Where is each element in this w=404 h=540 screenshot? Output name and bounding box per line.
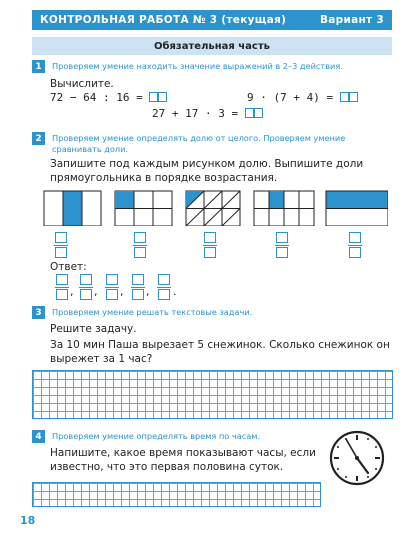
ordered-fraction-4[interactable] <box>132 274 144 300</box>
ordered-fraction-2[interactable] <box>80 274 92 300</box>
ordered-fraction-1[interactable] <box>56 274 68 300</box>
answer-box[interactable] <box>340 92 349 102</box>
task-2-title: Проверяем умение определять долю от целого. Проверяем умение сравнивать доли. <box>52 133 346 154</box>
fraction-answer-3[interactable] <box>204 232 216 258</box>
rectangle-3 <box>186 191 240 226</box>
fraction-answer-1[interactable] <box>55 232 67 258</box>
separator: , <box>146 285 150 298</box>
expression-2-text: 9 · (7 + 4) = <box>247 91 334 104</box>
answer-box[interactable] <box>149 92 158 102</box>
rectangle-2 <box>115 191 172 226</box>
task-1-number: 1 <box>32 60 45 73</box>
task-3-title: Проверяем умение решать текстовые задачи. <box>52 307 253 317</box>
fraction-rectangles <box>32 186 388 226</box>
page-number: 18 <box>20 514 36 527</box>
answer-grid-task-4[interactable] <box>32 482 321 507</box>
task-3-number: 3 <box>32 306 45 319</box>
task-4-problem: Напишите, какое время показывают часы, если известно, что это первая половина суток. <box>50 447 316 473</box>
part-label: Обязательная часть <box>154 40 270 52</box>
answer-box[interactable] <box>254 108 263 118</box>
separator: , <box>70 285 74 298</box>
fraction-answer-5[interactable] <box>349 232 361 258</box>
fraction-answer-4[interactable] <box>276 232 288 258</box>
separator: , <box>94 285 98 298</box>
expression-3-text: 27 + 17 · 3 = <box>152 107 239 120</box>
fraction-answer-2[interactable] <box>134 232 146 258</box>
part-bar <box>32 37 392 55</box>
task-2-instruction: Запишите под каждым рисунком долю. Выпишите доли прямоугольника в порядке возрастания. <box>50 158 364 184</box>
variant-label: Вариант 3 <box>319 14 384 26</box>
task-2-number: 2 <box>32 132 45 145</box>
rectangle-1 <box>44 191 101 226</box>
answer-box[interactable] <box>158 92 167 102</box>
answer-grid-task-3[interactable] <box>32 370 393 419</box>
ordered-fraction-5[interactable] <box>158 274 170 300</box>
worksheet-title: КОНТРОЛЬНАЯ РАБОТА № 3 (текущая) <box>40 14 287 26</box>
clock-icon <box>328 429 386 487</box>
task-1-title: Проверяем умение находить значение выражений в 2–3 действия. <box>52 61 343 71</box>
ordered-fraction-3[interactable] <box>106 274 118 300</box>
task-4-title: Проверяем умение определять время по часам. <box>52 431 261 441</box>
task-1-expression-1 <box>50 91 167 105</box>
header-bar <box>32 10 392 30</box>
separator: , <box>120 285 124 298</box>
task-4-number: 4 <box>32 430 45 443</box>
expression-1-text: 72 − 64 : 16 = <box>50 91 143 104</box>
answer-box[interactable] <box>245 108 254 118</box>
task-1-expression-2 <box>247 91 358 105</box>
rectangle-4 <box>254 191 314 226</box>
task-3-problem: За 10 мин Паша вырезает 5 снежинок. Сколько снежинок он вырежет за 1 час? <box>50 339 390 365</box>
separator: . <box>173 285 177 298</box>
rectangle-5 <box>326 191 388 226</box>
answer-box[interactable] <box>349 92 358 102</box>
task-1-instruction: Вычислите. <box>50 78 114 90</box>
answer-label: Ответ: <box>50 261 87 273</box>
task-1-expression-3 <box>152 107 263 121</box>
task-3-instruction: Решите задачу. <box>50 323 137 335</box>
